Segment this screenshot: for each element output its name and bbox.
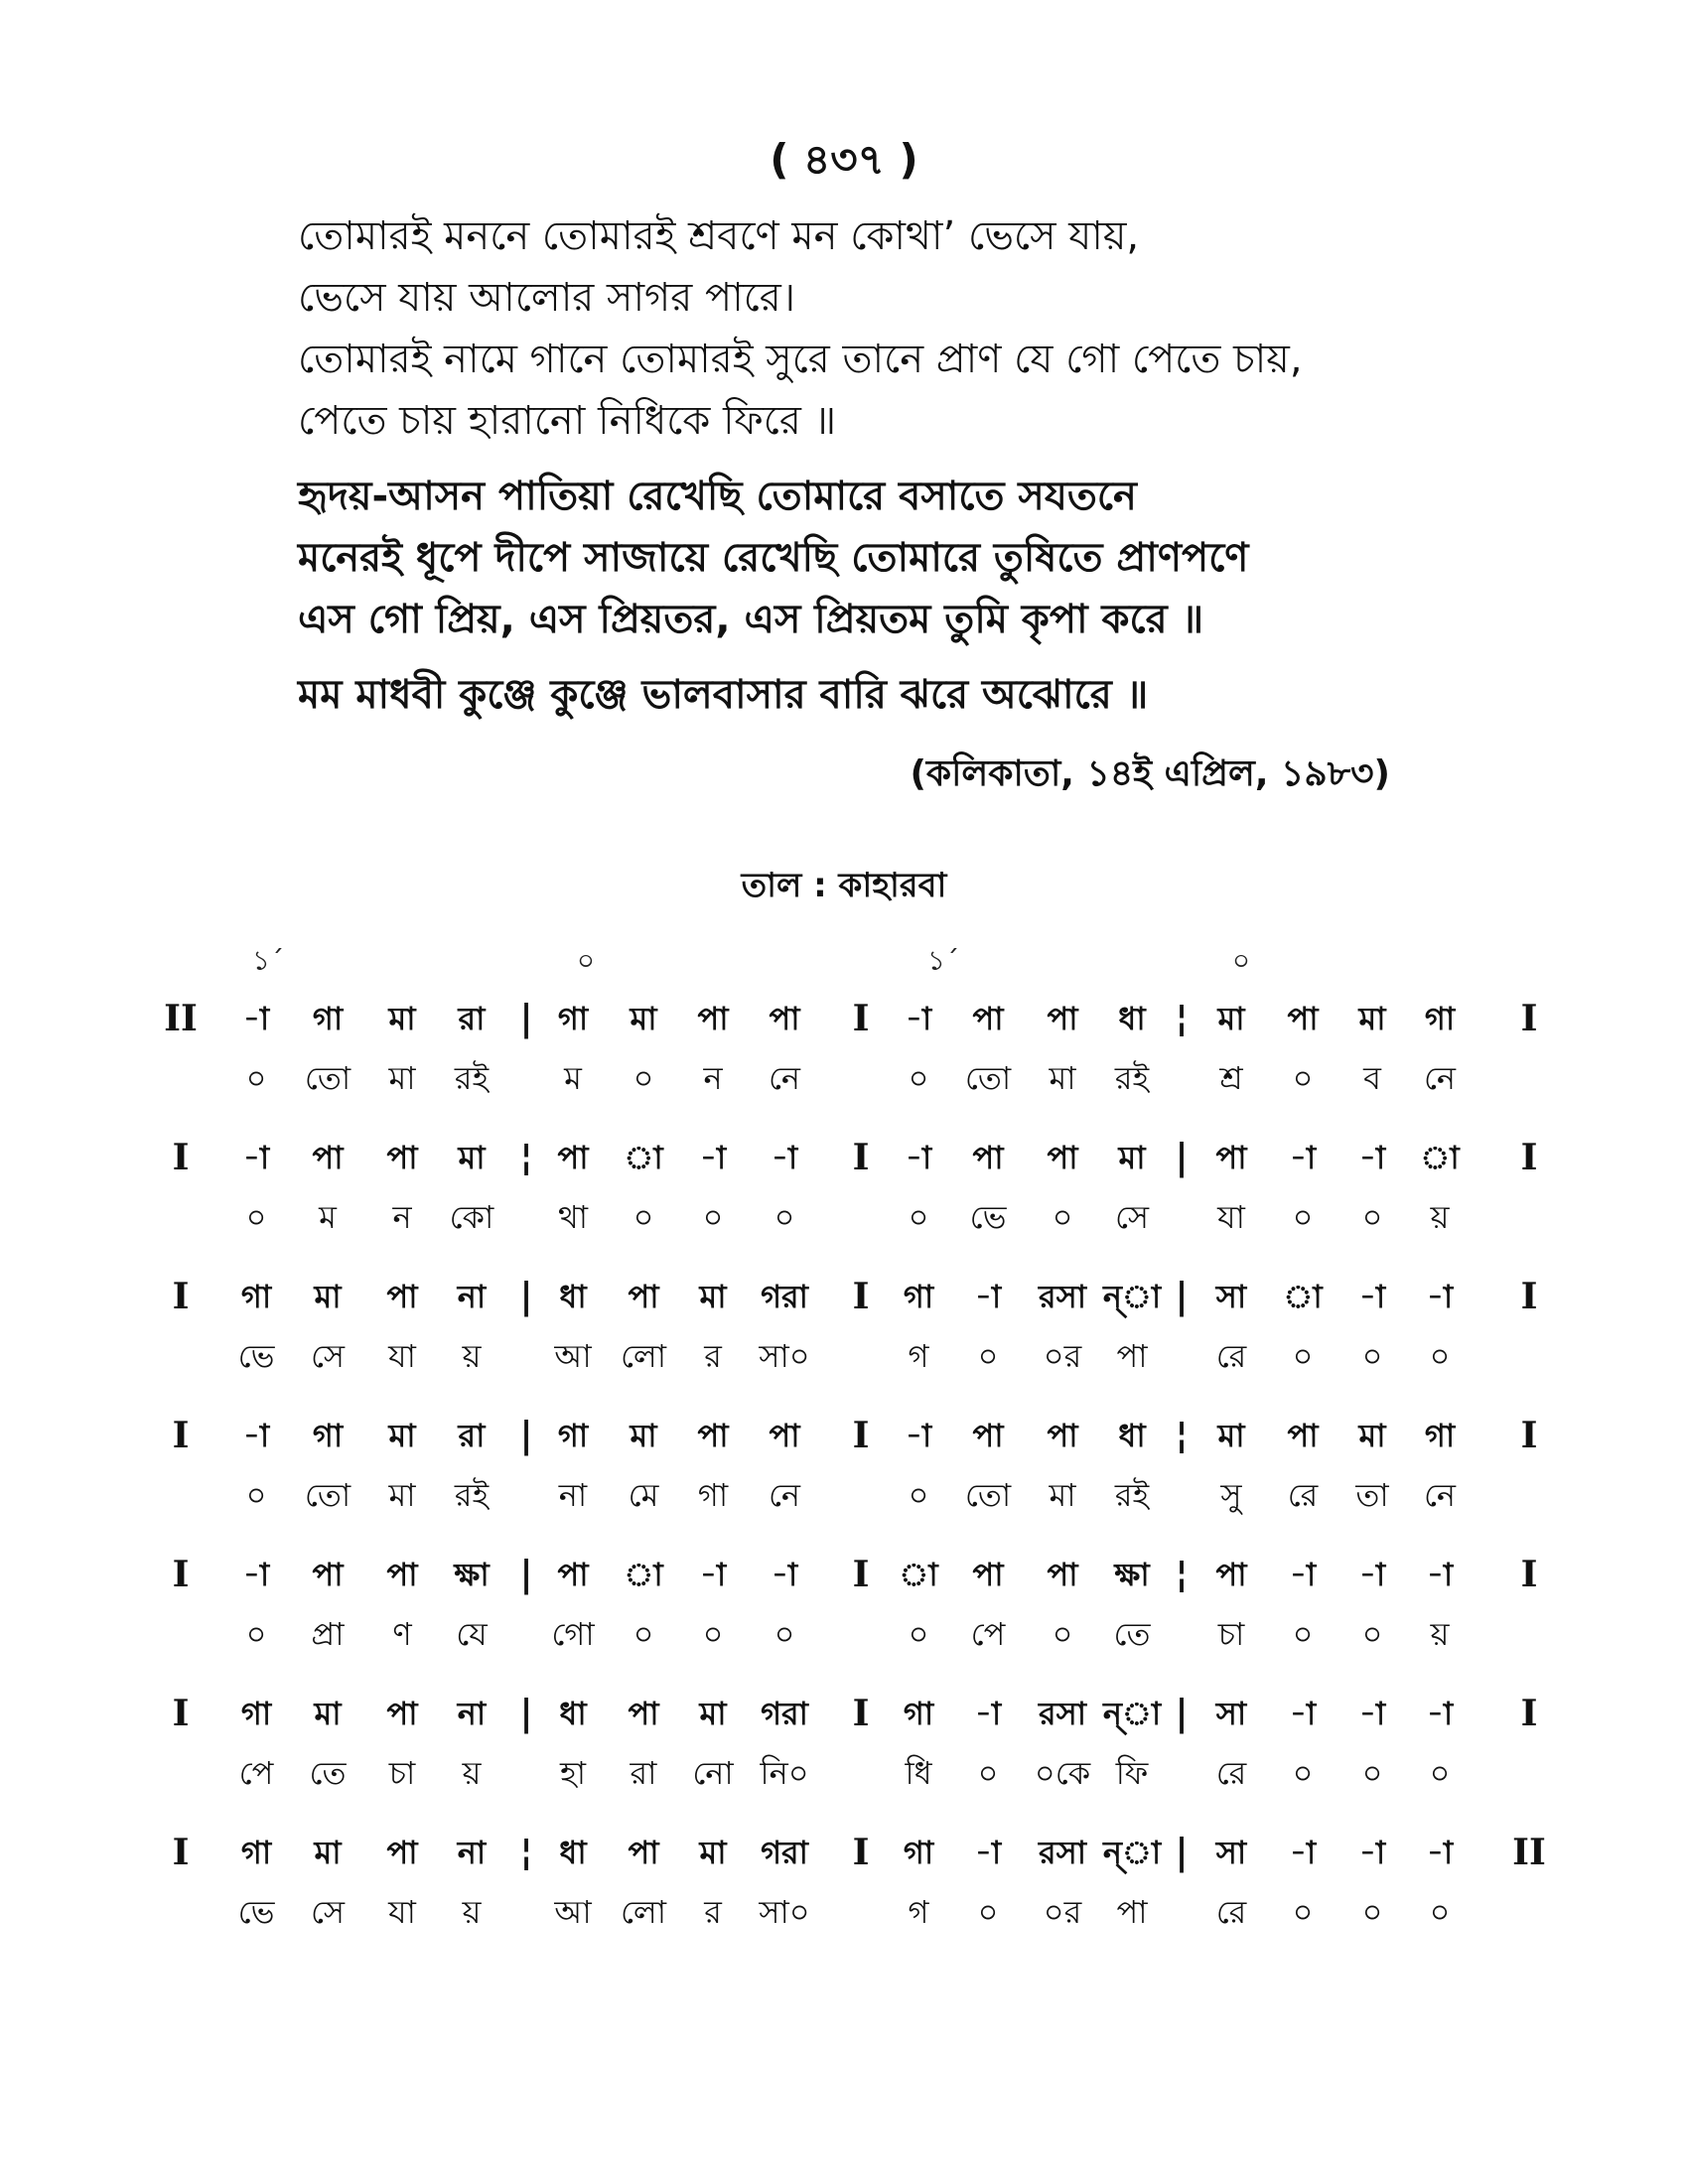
swara-note: গরা	[761, 1834, 808, 1871]
swara-note: -া	[905, 1139, 932, 1176]
beat-marker: ০	[1231, 944, 1251, 977]
swara-note: পা	[972, 1139, 1004, 1176]
swara-note: গা	[312, 1000, 344, 1037]
swara-note: পা	[1287, 1417, 1319, 1454]
lyric-syllable: মা	[388, 1476, 416, 1514]
bar-line: |	[1175, 1137, 1189, 1178]
swara-note: মা	[388, 1417, 416, 1454]
lyric-syllable: তে	[1113, 1615, 1151, 1653]
lyric-syllable: সে	[310, 1337, 346, 1375]
lyric-syllable: চা	[388, 1754, 416, 1792]
lyric-syllable: লো	[620, 1893, 667, 1931]
swara-note: মা	[699, 1834, 727, 1871]
bar-line: |	[519, 1554, 533, 1595]
lyric-syllable: মা	[388, 1059, 416, 1097]
lyric-syllable: পে	[970, 1615, 1006, 1653]
bar-line: I	[852, 1137, 870, 1178]
lyric-syllable: ম	[564, 1059, 582, 1097]
swara-note: ধা	[1118, 1000, 1146, 1037]
swara-note: পা	[1047, 1000, 1078, 1037]
lyric-syllable: তা	[1355, 1476, 1389, 1514]
swara-note: পা	[386, 1834, 418, 1871]
bar-line: |	[1175, 1693, 1189, 1734]
lyric-syllable: ০	[1292, 1893, 1314, 1931]
lyric-syllable: রই	[1114, 1059, 1150, 1097]
swara-note: না	[457, 1278, 487, 1315]
lyric-syllable: তো	[304, 1476, 352, 1514]
swara-note: গা	[1424, 1000, 1456, 1037]
swara-note: গরা	[761, 1695, 808, 1732]
swara-note: মা	[630, 1417, 657, 1454]
swara-note: পা	[972, 1556, 1004, 1593]
lyric-syllable: য়	[462, 1337, 482, 1375]
swara-note: -া	[242, 1417, 270, 1454]
swara-note: -া	[771, 1556, 798, 1593]
swara-note: -া	[1289, 1695, 1317, 1732]
lyric-syllable: ০	[1361, 1893, 1383, 1931]
bar-line: ¦	[1175, 998, 1189, 1039]
lyric-syllable: না	[558, 1476, 588, 1514]
swara-note: -া	[974, 1834, 1002, 1871]
swara-note: মা	[699, 1695, 727, 1732]
page-number: ( ৪৩৭ )	[770, 135, 918, 184]
swara-note: -া	[1358, 1556, 1386, 1593]
swara-note: া	[624, 1139, 663, 1176]
lyric-syllable: নে	[768, 1476, 801, 1514]
lyric-syllable: ০	[908, 1059, 929, 1097]
swara-note: পা	[697, 1417, 729, 1454]
bar-line: ¦	[1175, 1554, 1189, 1595]
tala-title: তাল : কাহারবা	[741, 866, 947, 905]
lyric-syllable: ০	[977, 1754, 999, 1792]
beat-marker: ০	[576, 944, 596, 977]
swara-note: ধা	[1118, 1417, 1146, 1454]
lyric-syllable: আ	[554, 1337, 592, 1375]
bar-line: I	[852, 1554, 870, 1595]
swara-note: ধা	[559, 1278, 587, 1315]
swara-note: -া	[905, 1000, 932, 1037]
lyric-syllable: রে	[1215, 1754, 1247, 1792]
swara-note: -া	[1426, 1556, 1454, 1593]
lyric-syllable: তো	[964, 1059, 1012, 1097]
lyric-line: পেতে চায় হারানো নিধিকে ফিরে ॥	[298, 398, 837, 444]
lyric-syllable: ০	[633, 1198, 654, 1236]
swara-note: ধা	[559, 1834, 587, 1871]
swara-note: মা	[314, 1834, 342, 1871]
swara-note: গা	[240, 1695, 272, 1732]
swara-note: পা	[628, 1695, 659, 1732]
bar-line: I	[1520, 1554, 1538, 1595]
lyric-syllable: ০	[908, 1198, 929, 1236]
beat-marker: ১´	[251, 944, 285, 977]
source-note: (কলিকাতা, ১৪ই এপ্রিল, ১৯৮৩)	[910, 753, 1390, 794]
swara-note: গা	[1424, 1417, 1456, 1454]
swara-note: সা	[1215, 1834, 1247, 1871]
swara-note: সা	[1215, 1695, 1247, 1732]
swara-note: মা	[314, 1695, 342, 1732]
swara-note: রসা	[1038, 1278, 1087, 1315]
lyric-syllable: র	[704, 1337, 722, 1375]
lyric-line: এস গো প্রিয়, এস প্রিয়তর, এস প্রিয়তম তুমি কৃপা করে ॥	[298, 597, 1204, 642]
lyric-syllable: গা	[697, 1476, 729, 1514]
swara-note: গা	[903, 1695, 934, 1732]
swara-note: মা	[314, 1278, 342, 1315]
lyric-syllable: নে	[1423, 1059, 1457, 1097]
lyric-line: মনেরই ধূপে দীপে সাজায়ে রেখেছি তোমারে তুষিতে প্রাণপণে	[298, 535, 1249, 581]
lyric-syllable: নে	[1423, 1476, 1457, 1514]
swara-note: পা	[1287, 1000, 1319, 1037]
lyric-syllable: গো	[551, 1615, 595, 1653]
lyric-syllable: পে	[238, 1754, 274, 1792]
swara-note: গা	[312, 1417, 344, 1454]
lyric-syllable: চা	[1217, 1615, 1245, 1653]
lyric-syllable: ফি	[1115, 1754, 1149, 1792]
lyric-syllable: ণ	[392, 1615, 412, 1653]
swara-note: -া	[1358, 1139, 1386, 1176]
lyric-syllable: তো	[964, 1476, 1012, 1514]
lyric-syllable: আ	[554, 1893, 592, 1931]
swara-note: ক্ষা	[1114, 1556, 1150, 1593]
bar-line: I	[852, 1276, 870, 1317]
swara-note: রসা	[1038, 1695, 1087, 1732]
lyric-syllable: ন	[703, 1059, 723, 1097]
lyric-syllable: ০	[977, 1893, 999, 1931]
lyric-syllable: ০	[1361, 1198, 1383, 1236]
lyric-line: মম মাধবী কুঞ্জে কুঞ্জে ভালবাসার বারি ঝরে অঝোরে ॥	[298, 672, 1149, 718]
swara-note: া	[1420, 1139, 1460, 1176]
swara-note: পা	[628, 1278, 659, 1315]
swara-note: মা	[1118, 1139, 1146, 1176]
lyric-syllable: শ্র	[1219, 1059, 1243, 1097]
bar-line: ¦	[1175, 1415, 1189, 1456]
lyric-syllable: মা	[1049, 1476, 1076, 1514]
bar-line: I	[1520, 1276, 1538, 1317]
lyric-syllable: ০	[1292, 1754, 1314, 1792]
swara-note: গরা	[761, 1278, 808, 1315]
swara-note: পা	[972, 1417, 1004, 1454]
lyric-syllable: ০	[1429, 1337, 1451, 1375]
swara-note: পা	[557, 1139, 589, 1176]
swara-note: মা	[1358, 1417, 1386, 1454]
lyric-syllable: ০	[774, 1615, 795, 1653]
lyric-line: তোমারই নামে গানে তোমারই সুরে তানে প্রাণ যে গো পেতে চায়,	[298, 337, 1303, 382]
bar-line: II	[1512, 1832, 1546, 1873]
lyric-syllable: ০	[908, 1615, 929, 1653]
lyric-syllable: ০	[908, 1476, 929, 1514]
swara-note: -া	[974, 1278, 1002, 1315]
lyric-syllable: ০	[633, 1059, 654, 1097]
lyric-syllable: ম	[319, 1198, 337, 1236]
swara-note: পা	[628, 1834, 659, 1871]
bar-line: |	[519, 1693, 533, 1734]
lyric-syllable: হা	[559, 1754, 587, 1792]
swara-note: পা	[972, 1000, 1004, 1037]
bar-line: ¦	[519, 1137, 533, 1178]
swara-note: পা	[386, 1695, 418, 1732]
swara-note: পা	[312, 1556, 344, 1593]
swara-note: রা	[458, 1417, 486, 1454]
lyric-syllable: ভে	[237, 1337, 275, 1375]
lyric-syllable: যা	[1217, 1198, 1245, 1236]
lyric-syllable: ভে	[969, 1198, 1007, 1236]
bar-line: |	[519, 1276, 533, 1317]
swara-note: ন্া	[1102, 1834, 1162, 1871]
lyric-syllable: ০	[1292, 1337, 1314, 1375]
swara-note: -া	[1289, 1834, 1317, 1871]
lyric-syllable: রই	[454, 1476, 490, 1514]
lyric-syllable: মা	[1049, 1059, 1076, 1097]
lyric-syllable: ০	[702, 1615, 724, 1653]
swara-note: না	[457, 1695, 487, 1732]
swara-note: া	[899, 1556, 938, 1593]
lyric-syllable: ০	[245, 1198, 267, 1236]
bar-line: I	[1520, 1415, 1538, 1456]
lyric-syllable: রা	[630, 1754, 657, 1792]
lyric-syllable: যে	[456, 1615, 488, 1653]
lyric-syllable: রই	[1114, 1476, 1150, 1514]
swara-note: মা	[699, 1278, 727, 1315]
lyric-syllable: র	[704, 1893, 722, 1931]
swara-note: -া	[1358, 1695, 1386, 1732]
lyric-line: তোমারই মননে তোমারই শ্রবণে মন কোথা’ ভেসে যায়,	[298, 213, 1140, 259]
lyric-syllable: সু	[1220, 1476, 1242, 1514]
swara-note: -া	[905, 1417, 932, 1454]
lyric-line: ভেসে যায় আলোর সাগর পারে।	[298, 275, 796, 321]
swara-note: রা	[458, 1000, 486, 1037]
swara-note: মা	[1217, 1000, 1245, 1037]
lyric-syllable: ০	[1052, 1198, 1073, 1236]
lyric-syllable: সে	[310, 1893, 346, 1931]
swara-note: ন্া	[1102, 1278, 1162, 1315]
lyric-syllable: সে	[1114, 1198, 1150, 1236]
lyric-syllable: য়	[462, 1754, 482, 1792]
lyric-syllable: ০	[1361, 1754, 1383, 1792]
swara-note: -া	[699, 1556, 727, 1593]
swara-note: মা	[458, 1139, 486, 1176]
swara-note: মা	[1217, 1417, 1245, 1454]
swara-note: পা	[557, 1556, 589, 1593]
swara-note: না	[457, 1834, 487, 1871]
lyric-syllable: ০কে	[1034, 1754, 1091, 1792]
bar-line: I	[172, 1276, 190, 1317]
bar-line: I	[852, 998, 870, 1039]
lyric-syllable: যা	[388, 1893, 416, 1931]
swara-note: পা	[1047, 1139, 1078, 1176]
swara-note: পা	[312, 1139, 344, 1176]
swara-note: -া	[974, 1695, 1002, 1732]
lyric-syllable: ০	[1361, 1337, 1383, 1375]
lyric-syllable: ধি	[905, 1754, 932, 1792]
lyric-syllable: পা	[1116, 1893, 1148, 1931]
lyric-syllable: যা	[388, 1337, 416, 1375]
swara-note: সা	[1215, 1278, 1247, 1315]
lyric-syllable: ০	[245, 1059, 267, 1097]
lyric-syllable: ০	[702, 1198, 724, 1236]
lyric-syllable: গ	[908, 1337, 929, 1375]
lyric-syllable: সা০	[759, 1337, 810, 1375]
lyric-syllable: য়	[462, 1893, 482, 1931]
lyric-syllable: মে	[628, 1476, 659, 1514]
swara-note: গা	[903, 1278, 934, 1315]
lyric-syllable: কো	[449, 1198, 494, 1236]
lyric-syllable: পা	[1116, 1337, 1148, 1375]
lyric-syllable: রই	[454, 1059, 490, 1097]
swara-note: -া	[1426, 1278, 1454, 1315]
lyric-syllable: ০	[1429, 1893, 1451, 1931]
lyric-syllable: ন	[392, 1198, 412, 1236]
bar-line: I	[1520, 998, 1538, 1039]
lyric-syllable: রে	[1287, 1476, 1319, 1514]
lyric-syllable: ০	[1292, 1198, 1314, 1236]
swara-note: -া	[1358, 1278, 1386, 1315]
bar-line: II	[164, 998, 198, 1039]
lyric-syllable: থা	[557, 1198, 589, 1236]
lyric-syllable: য়	[1430, 1615, 1450, 1653]
lyric-syllable: ০	[245, 1476, 267, 1514]
lyric-syllable: তে	[309, 1754, 347, 1792]
swara-note: পা	[769, 1000, 800, 1037]
lyric-syllable: রে	[1215, 1337, 1247, 1375]
bar-line: I	[852, 1693, 870, 1734]
lyric-syllable: ০	[977, 1337, 999, 1375]
bar-line: |	[519, 998, 533, 1039]
bar-line: |	[1175, 1276, 1189, 1317]
swara-note: -া	[242, 1556, 270, 1593]
lyric-syllable: ০	[1292, 1615, 1314, 1653]
lyric-syllable: ০	[245, 1615, 267, 1653]
swara-note: -া	[1426, 1695, 1454, 1732]
lyric-syllable: ভে	[237, 1893, 275, 1931]
swara-note: পা	[386, 1278, 418, 1315]
swara-note: পা	[386, 1556, 418, 1593]
lyric-syllable: ০	[1429, 1754, 1451, 1792]
lyric-syllable: ০	[1361, 1615, 1383, 1653]
swara-note: পা	[1215, 1556, 1247, 1593]
lyric-syllable: ০	[633, 1615, 654, 1653]
bar-line: I	[172, 1415, 190, 1456]
swara-note: -া	[1358, 1834, 1386, 1871]
swara-note: মা	[630, 1000, 657, 1037]
swara-note: গা	[557, 1000, 589, 1037]
lyric-syllable: তো	[304, 1059, 352, 1097]
swara-note: গা	[903, 1834, 934, 1871]
swara-note: রসা	[1038, 1834, 1087, 1871]
bar-line: I	[172, 1832, 190, 1873]
lyric-syllable: ০	[1052, 1615, 1073, 1653]
swara-note: পা	[386, 1139, 418, 1176]
swara-note: গা	[240, 1834, 272, 1871]
swara-note: পা	[1047, 1556, 1078, 1593]
swara-note: -া	[242, 1139, 270, 1176]
swara-note: -া	[242, 1000, 270, 1037]
lyric-syllable: রে	[1215, 1893, 1247, 1931]
bar-line: I	[172, 1554, 190, 1595]
swara-note: পা	[1047, 1417, 1078, 1454]
lyric-syllable: ব	[1363, 1059, 1381, 1097]
swara-note: -া	[1289, 1139, 1317, 1176]
swara-note: মা	[388, 1000, 416, 1037]
bar-line: I	[852, 1832, 870, 1873]
swara-note: ন্া	[1102, 1695, 1162, 1732]
swara-note: -া	[699, 1139, 727, 1176]
lyric-syllable: য়	[1430, 1198, 1450, 1236]
swara-note: া	[624, 1556, 663, 1593]
lyric-syllable: ০	[774, 1198, 795, 1236]
bar-line: |	[1175, 1832, 1189, 1873]
swara-note: গা	[557, 1417, 589, 1454]
lyric-line: হৃদয়-আসন পাতিয়া রেখেছি তোমারে বসাতে সযতনে	[298, 474, 1137, 519]
bar-line: I	[1520, 1137, 1538, 1178]
swara-note: ধা	[559, 1695, 587, 1732]
lyric-syllable: নি০	[760, 1754, 809, 1792]
lyric-syllable: ০	[1292, 1059, 1314, 1097]
beat-marker: ১´	[926, 944, 960, 977]
bar-line: I	[1520, 1693, 1538, 1734]
lyric-syllable: নো	[692, 1754, 734, 1792]
swara-note: -া	[771, 1139, 798, 1176]
swara-note: মা	[1358, 1000, 1386, 1037]
swara-note: পা	[1215, 1139, 1247, 1176]
lyric-syllable: ০র	[1043, 1893, 1082, 1931]
swara-note: গা	[240, 1278, 272, 1315]
bar-line: I	[852, 1415, 870, 1456]
swara-note: -া	[1289, 1556, 1317, 1593]
bar-line: I	[172, 1137, 190, 1178]
lyric-syllable: সা০	[759, 1893, 810, 1931]
swara-note: া	[1283, 1278, 1323, 1315]
lyric-syllable: নে	[768, 1059, 801, 1097]
lyric-syllable: গ	[908, 1893, 929, 1931]
lyric-syllable: ০র	[1043, 1337, 1082, 1375]
swara-note: -া	[1426, 1834, 1454, 1871]
lyric-syllable: লো	[620, 1337, 667, 1375]
bar-line: ¦	[519, 1832, 533, 1873]
bar-line: I	[172, 1693, 190, 1734]
bar-line: |	[519, 1415, 533, 1456]
swara-note: ক্ষা	[454, 1556, 490, 1593]
lyric-syllable: প্রা	[311, 1615, 345, 1653]
swara-note: পা	[769, 1417, 800, 1454]
swara-note: পা	[697, 1000, 729, 1037]
